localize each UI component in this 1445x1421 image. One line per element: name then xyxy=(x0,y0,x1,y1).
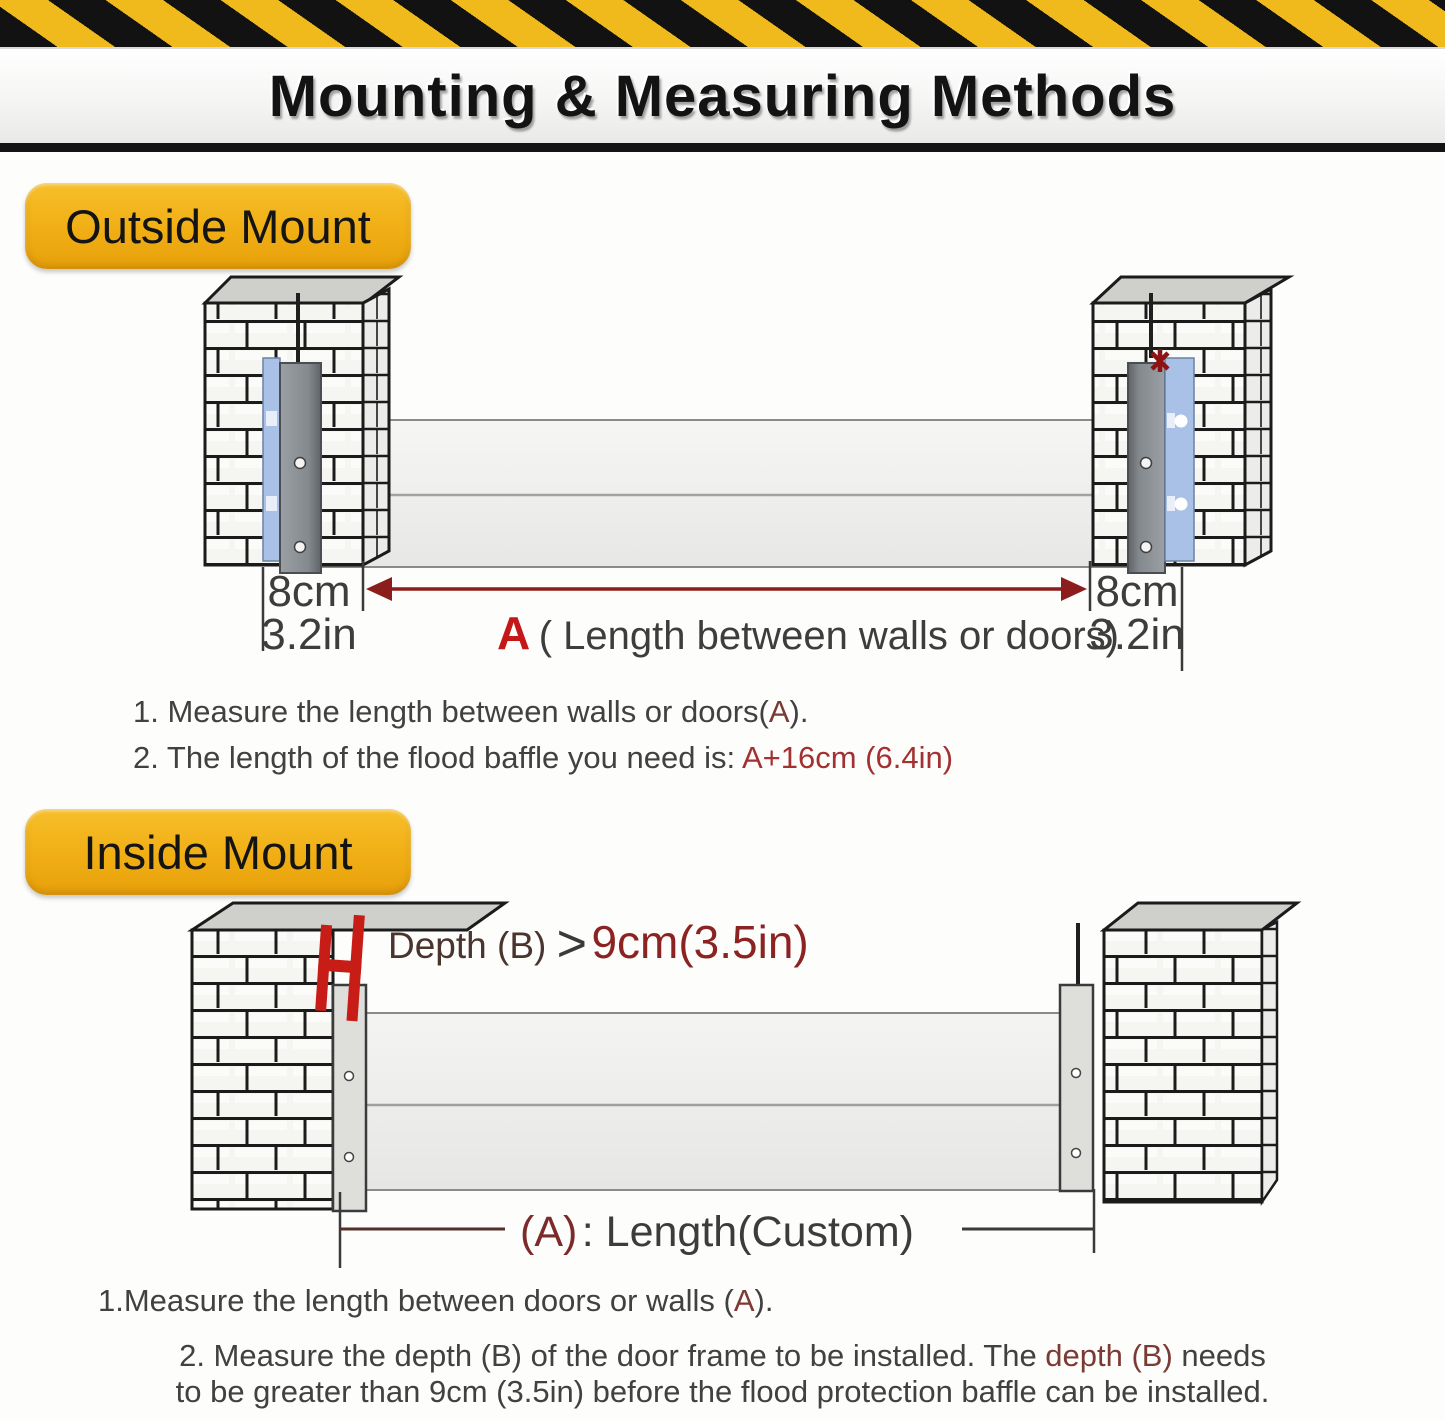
caution-stripe-band xyxy=(0,0,1445,49)
outside-mount-badge xyxy=(25,183,411,269)
outside-step-2 xyxy=(133,740,953,776)
left-gap-in-label: 3.2in xyxy=(261,610,357,659)
title-banner xyxy=(0,49,1445,143)
right-gap-cm-label: 8cm xyxy=(1095,567,1179,616)
screw-hole xyxy=(1072,1069,1081,1078)
inside-step-1-end: ). xyxy=(754,1283,774,1318)
outside-step-1 xyxy=(133,694,808,730)
screw-hole xyxy=(345,1072,354,1081)
screw-hole xyxy=(295,458,306,469)
outside-step-1-letter: A xyxy=(768,694,790,729)
span-letter-a: A xyxy=(497,607,531,659)
depth-value: 9cm(3.5in) xyxy=(591,916,809,968)
inside-step-2-end: needs xyxy=(1172,1338,1266,1373)
flood-barrier xyxy=(366,1013,1060,1190)
screw-hole xyxy=(295,542,306,553)
outside-step-2-formula: A+16cm (6.4in) xyxy=(741,740,954,775)
span-label-text: ( Length between walls or doors) xyxy=(538,614,1119,658)
outside-mount-diagram xyxy=(0,265,1445,685)
arrowhead-left xyxy=(366,577,392,601)
inside-step-1 xyxy=(98,1283,773,1319)
flood-barrier xyxy=(320,420,1136,567)
outside-step-1-text: 1. Measure the length between walls or doors( xyxy=(133,694,769,729)
length-annotation xyxy=(520,1208,914,1256)
depth-label: Depth (B) xyxy=(388,925,557,966)
left-gap-cm-label: 8cm xyxy=(267,567,351,616)
arrowhead-right xyxy=(1061,577,1087,601)
inside-step-1-letter: A xyxy=(733,1283,755,1318)
inside-step-2-depth: depth (B) xyxy=(1045,1338,1173,1373)
right-gap-in-label: 3.2in xyxy=(1089,610,1185,659)
right-mounting-channel xyxy=(1060,923,1093,1191)
outside-mount-badge-label: Outside Mount xyxy=(65,199,371,253)
right-brick-pillar xyxy=(1104,903,1297,1202)
length-label: : Length(Custom) xyxy=(581,1208,914,1256)
span-label xyxy=(497,607,1119,659)
inside-mount-diagram xyxy=(0,900,1445,1290)
outside-mount-steps xyxy=(0,690,1445,800)
screw-hole xyxy=(1141,542,1152,553)
inside-step-2-line-2: to be greater than 9cm (3.5in) before the flood protection baffle can be installed. xyxy=(175,1374,1270,1409)
inside-step-2-text: 2. Measure the depth (B) of the door frame to be installed. The xyxy=(179,1338,1046,1373)
span-arrow xyxy=(366,577,1087,601)
greater-than-symbol: > xyxy=(556,915,587,973)
page-title: Mounting & Measuring Methods xyxy=(268,63,1177,129)
header-divider-rule xyxy=(0,143,1445,152)
outside-step-2-text: 2. The length of the flood baffle you need is: xyxy=(133,740,742,775)
inside-mount-steps xyxy=(0,1283,1445,1418)
inside-mount-badge-label: Inside Mount xyxy=(83,825,353,879)
left-seal-strip xyxy=(263,358,280,561)
outside-step-1-end: ). xyxy=(789,694,809,729)
screw-hole xyxy=(1072,1149,1081,1158)
inside-step-2-line-1 xyxy=(0,1338,1445,1374)
inside-mount-badge xyxy=(25,809,411,895)
screw-hole xyxy=(1141,458,1152,469)
length-letter: (A) xyxy=(520,1208,578,1256)
screw-hole xyxy=(345,1153,354,1162)
inside-step-1-text: 1.Measure the length between doors or walls ( xyxy=(98,1283,734,1318)
right-seal-strip xyxy=(1165,358,1194,561)
